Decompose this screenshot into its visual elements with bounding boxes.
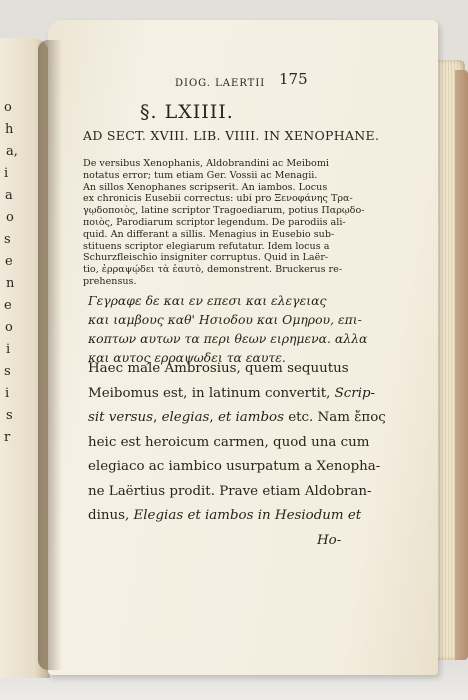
note-line: ex chronicis Eusebii correctus: ubi pro Ξενοφάνης Τρα- [83,193,353,205]
greek-line: κοπτων αυτων τα περι θεων ειρημενα. αλλα [88,331,368,346]
text-segment: dinus, [88,508,134,523]
text-segment: Meibomus est, in latinum convertit, [88,385,335,401]
section-heading: §. LXIIII. [140,101,234,123]
greek-line: Γεγραφε δε και εν επεσι και ελεγειας [88,293,327,308]
body-line [88,484,372,499]
left-page-fragment: n [6,276,15,291]
left-page-fragment: i [5,386,10,401]
body-line [317,533,341,548]
left-page-fragment: h [5,122,14,137]
body-line [88,386,375,401]
greek-line: και αυτος ερραψωδει τα εαυτε. [88,350,286,365]
section-subheading: AD SECT. XVIII. LIB. VIIII. IN XENOPHANE. [83,128,380,143]
page-number: 175 [279,70,308,88]
left-page-fragment: i [4,166,9,181]
italic-segment: elegias [161,410,210,425]
note-line: An sillos Xenophanes scripserit. An iambos. Locus [83,181,328,193]
note-line: prehensus. [83,276,137,287]
italic-segment: Elegias et iambos in Hesiodum et [133,508,362,523]
left-page-fragment: s [4,232,11,247]
italic-segment: Scrip- [334,385,376,401]
left-page-fragment: s [4,364,11,379]
note-line: stituens scriptor elegiarum refutatur. Idem locus a [83,240,330,252]
right-page [48,20,438,675]
left-page-fragment: e [4,298,12,313]
italic-segment: sit versus [88,410,154,425]
body-line [88,361,349,376]
note-line: notatus error; tum etiam Ger. Vossii ac Menagii. [83,169,318,181]
book-cover-edge [455,70,468,660]
note-line: De versibus Xenophanis, Aldobrandini ac Meibomi [83,158,329,169]
running-head: DIOG. LAERTII [175,78,266,89]
text-segment: elegiaco ac iambico usurpatum a Xenopha- [88,459,381,474]
text-segment: , [209,410,218,425]
italic-segment: et iambos [217,410,284,425]
body-line [88,508,361,523]
note-line: Schurzfleischio insigniter corruptus. Quid in Laër- [83,252,329,264]
italic-segment: Ho- [317,532,342,548]
text-segment: heic est heroicum carmen, quod una cum [88,434,370,450]
left-page-fragment: o [4,100,12,115]
note-line: ποιὸς, Parodiarum scriptor legendum. De parodiis ali- [83,217,346,228]
left-page-fragment: s [6,408,13,423]
left-page-fragment: e [5,254,13,269]
note-line: γῳδοποιὸς, latine scriptor Tragoediarum, potius Παρῳδο- [83,205,365,217]
text-segment: , [153,410,162,425]
left-page-fragment: a, [6,144,18,159]
left-page-fragment: o [5,320,13,335]
left-page-fragment: a [5,188,13,203]
body-line [88,459,380,474]
note-line: tio, ἐρραψῴδει τὰ ἑαυτὸ, demonstrent. Bruckerus re- [83,264,343,276]
left-page-fragment: r [4,430,11,445]
left-page-fragment: i [6,342,11,357]
left-page-fragment: o [6,210,14,225]
greek-line: και ιαμβους καθ' Ησιοδου και Ομηρου, επι- [88,312,362,327]
body-line [88,435,369,450]
body-line [88,410,386,425]
text-segment: ne Laërtius prodit. Prave etiam Aldobran- [88,483,372,499]
text-segment: etc. Nam ἔπος [283,410,386,425]
text-segment: Haec male Ambrosius, quem sequutus [88,361,349,376]
note-line: quid. An differant a sillis. Menagius in Eusebio sub- [83,228,335,240]
gutter-shadow [38,40,62,670]
